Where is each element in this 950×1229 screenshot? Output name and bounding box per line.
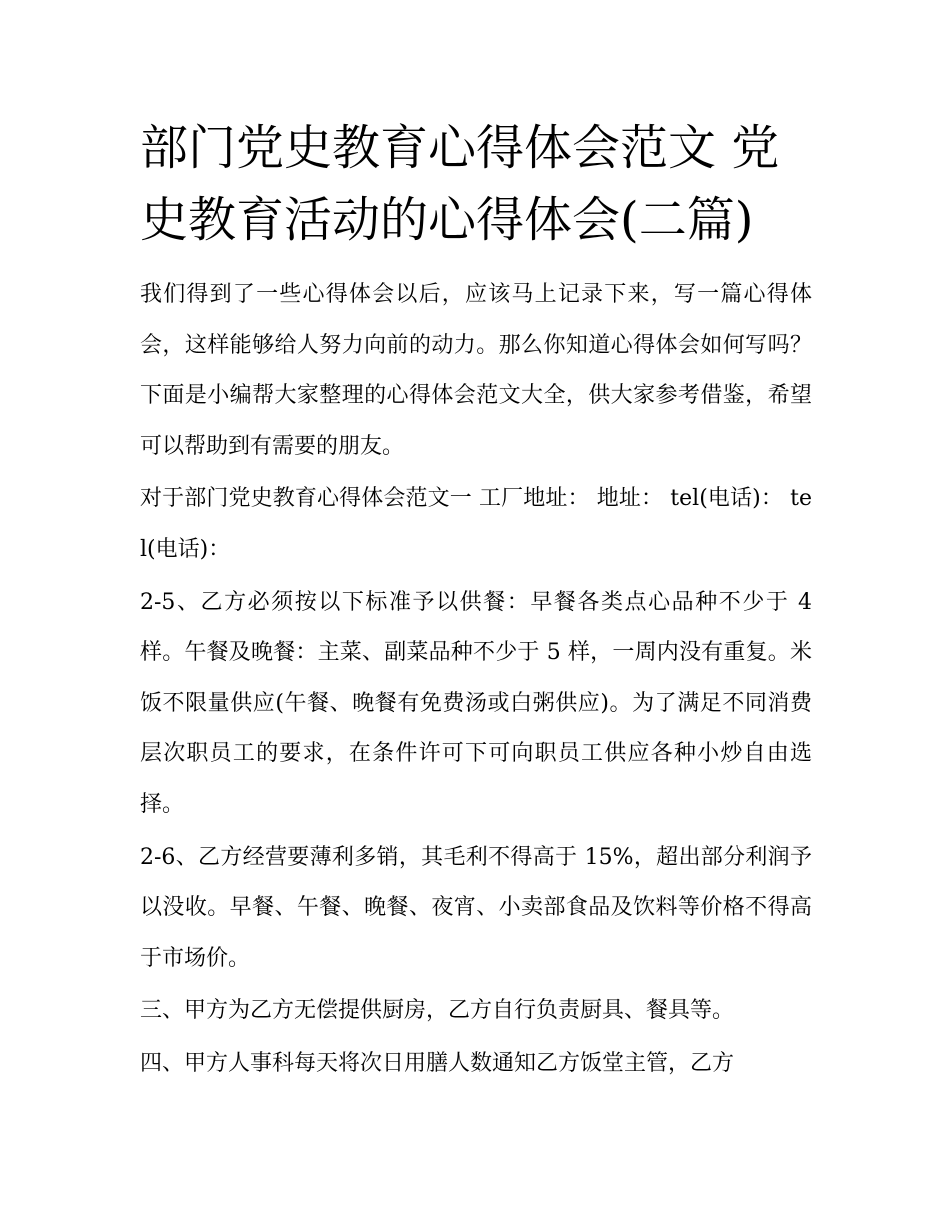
paragraph-intro: 我们得到了一些心得体会以后，应该马上记录下来，写一篇心得体会，这样能够给人努力向前的动力。那么你知道心得体会如何写吗？下面是小编帮大家整理的心得体会范文大全，供大家参考借鉴，希望可以帮助到有需要的朋友。 [140, 282, 812, 459]
document-body [140, 112, 812, 1092]
document-title: 部门党史教育心得体会范文 党史教育活动的心得体会(二篇) [140, 120, 780, 248]
paragraph-clause-4: 四、甲方人事科每天将次日用膳人数通知乙方饭堂主管，乙方 [140, 1050, 735, 1076]
paragraph-clause-2-5: 2-5、乙方必须按以下标准予以供餐：早餐各类点心品种不少于 4 样。午餐及晚餐：主菜、副菜品种不少于 5 样，一周内没有重复。米饭不限量供应(午餐、晚餐有免费汤或白粥供应)。为了满足不同消费层次职员工的要求，在条件许可下可向职员工供应各种小炒自由选择。 [140, 589, 812, 817]
paragraph-address: 对于部门党史教育心得体会范文一 工厂地址： 地址： tel(电话)： tel(电话)： [140, 486, 812, 562]
paragraph-clause-2-6: 2-6、乙方经营要薄利多销，其毛利不得高于 15%，超出部分利润予以没收。早餐、午餐、晚餐、夜宵、小卖部食品及饮料等价格不得高于市场价。 [140, 844, 812, 971]
paragraph-clause-3: 三、甲方为乙方无偿提供厨房，乙方自行负责厨具、餐具等。 [140, 998, 735, 1024]
